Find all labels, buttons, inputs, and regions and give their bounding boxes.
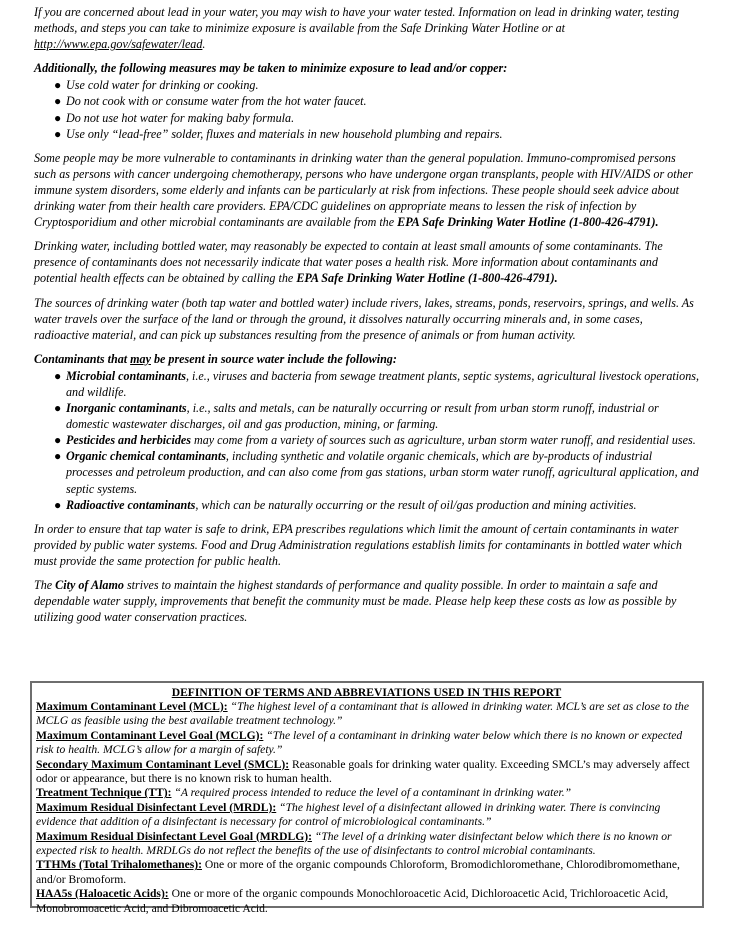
city-commitment-text: strives to maintain the highest standards of performance and quality possible. In order to maintain a safe and dependable water supply, improvements that benefit the community must be made. Please help keep these costs as low as possible by utilizing good water conservation practices. xyxy=(34,578,677,625)
bullet-icon: ● xyxy=(54,368,62,383)
contaminant-term: Inorganic contaminants xyxy=(66,401,187,416)
city-commitment-pre: The xyxy=(34,578,56,592)
list-item xyxy=(54,432,700,448)
definition-text: “The highest level of a contaminant that is allowed in drinking water. MCL’s are set as close to the MCLG as feasible using the best available treatment technology.” xyxy=(36,700,689,728)
vulnerable-populations-paragraph xyxy=(34,150,700,230)
definition-text: Reasonable goals for drinking water quality. Exceeding SMCL’s may adversely affect odor or appearance, but there is no known risk to human health. xyxy=(36,757,690,786)
definition-item xyxy=(36,801,697,830)
definition-text: “A required process intended to reduce the level of a contaminant in drinking water.” xyxy=(171,786,572,800)
bullet-icon: ● xyxy=(54,78,62,93)
contaminants-heading-pre: Contaminants that xyxy=(34,351,131,366)
list-item-text: Use cold water for drinking or cooking. xyxy=(66,78,259,93)
water-sources-paragraph: The sources of drinking water (both tap water and bottled water) include rivers, lakes, streams, ponds, reservoirs, springs, and wells. As water travels over the surface of the land or through the ground, it dissolves naturally occurring minerals and, in some cases, radioactive material, and can pick up substances resulting from the presence of animals or from human activity. xyxy=(34,295,694,342)
definition-text: One or more of the organic compounds Chloroform, Bromodichloromethane, Chlorodibromomethane, and/or Bromoform. xyxy=(36,858,680,886)
lead-measures-list xyxy=(34,77,700,141)
definitions-title: DEFINITION OF TERMS AND ABBREVIATIONS USED IN THIS REPORT xyxy=(171,686,562,699)
list-item xyxy=(54,368,700,400)
lead-measures-heading: Additionally, the following measures may be taken to minimize exposure to lead and/or copper: xyxy=(34,61,508,76)
bullet-icon: ● xyxy=(54,94,62,109)
definition-text: “The level of a contaminant in drinking water below which there is no known or expected risk to health. MCLG’s allow for a margin of safety.” xyxy=(36,728,683,757)
list-item-text: Do not cook with or consume water from the hot water faucet. xyxy=(66,94,367,109)
bottled-water-text: Drinking water, including bottled water, may reasonably be expected to contain at least small amounts of some contaminants. The presence of contaminants does not necessarily indicate that water poses a health risk. More information about contaminants and potential health effects can be obtained by calling the xyxy=(34,239,663,286)
vulnerable-populations-text: Some people may be more vulnerable to contaminants in drinking water than the general population. Immuno-compromised persons such as persons with cancer undergoing chemotherapy, persons who have undergone organ transplants, people with HIV/AIDS or other immune system disorders, some elderly and infants can be particularly at risk from infections. These people should seek advice about drinking water from their health care providers. EPA/CDC guidelines on appropriate means to lessen the risk of infection by Cryptosporidium and other microbial contaminants are available from the xyxy=(34,150,693,230)
list-item-text: Do not use hot water for making baby formula. xyxy=(66,110,295,125)
definition-item xyxy=(36,729,697,758)
bullet-icon: ● xyxy=(54,449,62,464)
contaminant-text: may come from a variety of sources such as agriculture, urban storm water runoff, and residential uses. xyxy=(190,433,696,448)
definition-term: Treatment Technique (TT): xyxy=(36,786,172,800)
definition-item xyxy=(36,700,697,729)
bullet-icon: ● xyxy=(54,401,62,416)
city-commitment-paragraph xyxy=(34,577,700,625)
bullet-icon: ● xyxy=(54,433,62,448)
contaminant-text: , i.e., viruses and bacteria from sewage treatment plants, septic systems, agricultural livestock operations, and wildlife. xyxy=(66,368,699,399)
city-name: City of Alamo xyxy=(55,578,124,592)
epa-lead-link[interactable]: http://www.epa.gov/safewater/lead xyxy=(34,37,203,52)
lead-testing-text: If you are concerned about lead in your water, you may wish to have your water tested. Information on lead in drinking water, testing methods, and steps you can take to minimize exposure is available from the Safe Drinking Water Hotline or at xyxy=(34,5,680,36)
definition-text: “The highest level of a disinfectant allowed in drinking water. There is convincing evidence that addition of a disinfectant is necessary for control of microbiological contaminants.” xyxy=(36,800,661,829)
contaminant-text: , which can be naturally occurring or the result of oil/gas production and mining activities. xyxy=(195,497,637,512)
bullet-icon: ● xyxy=(54,497,62,512)
definition-text: One or more of the organic compounds Monochloroacetic Acid, Dichloroacetic Acid, Trichloroacetic Acid, Monobromoacetic Acid, and Dibromoacetic Acid. xyxy=(36,887,669,915)
contaminant-text: , including synthetic and volatile organic chemicals, which are by-products of industrial processes and petroleum production, and can also come from gas stations, urban storm water runoff, agricultural application, and septic systems. xyxy=(66,449,699,496)
lead-testing-paragraph xyxy=(34,4,700,52)
contaminant-term: Radioactive contaminants xyxy=(66,497,196,512)
definition-item xyxy=(36,887,697,916)
bottled-water-paragraph xyxy=(34,238,700,286)
definition-item xyxy=(36,786,697,800)
definition-item xyxy=(36,830,697,859)
contaminants-list xyxy=(34,368,700,513)
document-body xyxy=(34,4,700,633)
contaminants-heading xyxy=(34,351,700,367)
contaminant-term: Pesticides and herbicides xyxy=(66,433,191,448)
bullet-icon: ● xyxy=(54,126,62,141)
list-item xyxy=(54,93,700,109)
contaminants-heading-post: be present in source water include the following: xyxy=(150,351,397,366)
list-item xyxy=(54,448,700,496)
definition-term: Maximum Contaminant Level (MCL): xyxy=(36,700,228,713)
list-item xyxy=(54,126,700,142)
bullet-icon: ● xyxy=(54,110,62,125)
list-item xyxy=(54,400,700,432)
definition-item xyxy=(36,858,697,887)
list-item xyxy=(54,497,700,513)
contaminants-heading-may: may xyxy=(130,351,151,366)
contaminant-term: Microbial contaminants xyxy=(66,368,186,383)
definition-item xyxy=(36,758,697,787)
definition-term: Maximum Residual Disinfectant Level Goal (MRDLG): xyxy=(36,829,312,843)
list-item xyxy=(54,77,700,93)
definition-term: Maximum Contaminant Level Goal (MCLG): xyxy=(36,728,264,742)
hotline-bold: EPA Safe Drinking Water Hotline (1-800-426-4791). xyxy=(397,215,659,230)
definition-term: HAA5s (Haloacetic Acids): xyxy=(36,887,169,901)
definition-term: Maximum Residual Disinfectant Level (MRDL): xyxy=(36,800,277,814)
lead-testing-end: . xyxy=(202,37,206,52)
definition-text: “The level of a drinking water disinfectant below which there is no known or expected risk to health. MRDLGs do not reflect the benefits of the use of disinfectants to control microbial contaminants. xyxy=(36,829,672,858)
list-item xyxy=(54,110,700,126)
definition-term: Secondary Maximum Contaminant Level (SMCL): xyxy=(36,757,290,771)
list-item-text: Use only “lead-free” solder, fluxes and materials in new household plumbing and repairs. xyxy=(66,126,503,141)
contaminant-term: Organic chemical contaminants xyxy=(66,449,226,464)
definition-term: TTHMs (Total Trihalomethanes): xyxy=(36,858,202,872)
definitions-box xyxy=(30,681,704,915)
hotline-bold: EPA Safe Drinking Water Hotline (1-800-426-4791). xyxy=(296,271,558,286)
contaminant-text: , i.e., salts and metals, can be naturally occurring or result from urban storm runoff, industrial or domestic wastewater discharges, oil and gas production, mining, or farming. xyxy=(66,401,659,432)
epa-regulations-paragraph: In order to ensure that tap water is safe to drink, EPA prescribes regulations which limit the amount of certain contaminants in water provided by public water systems. Food and Drug Administration regulations establish limits for contaminants in bottled water which must provide the same protection for public health. xyxy=(34,521,682,568)
